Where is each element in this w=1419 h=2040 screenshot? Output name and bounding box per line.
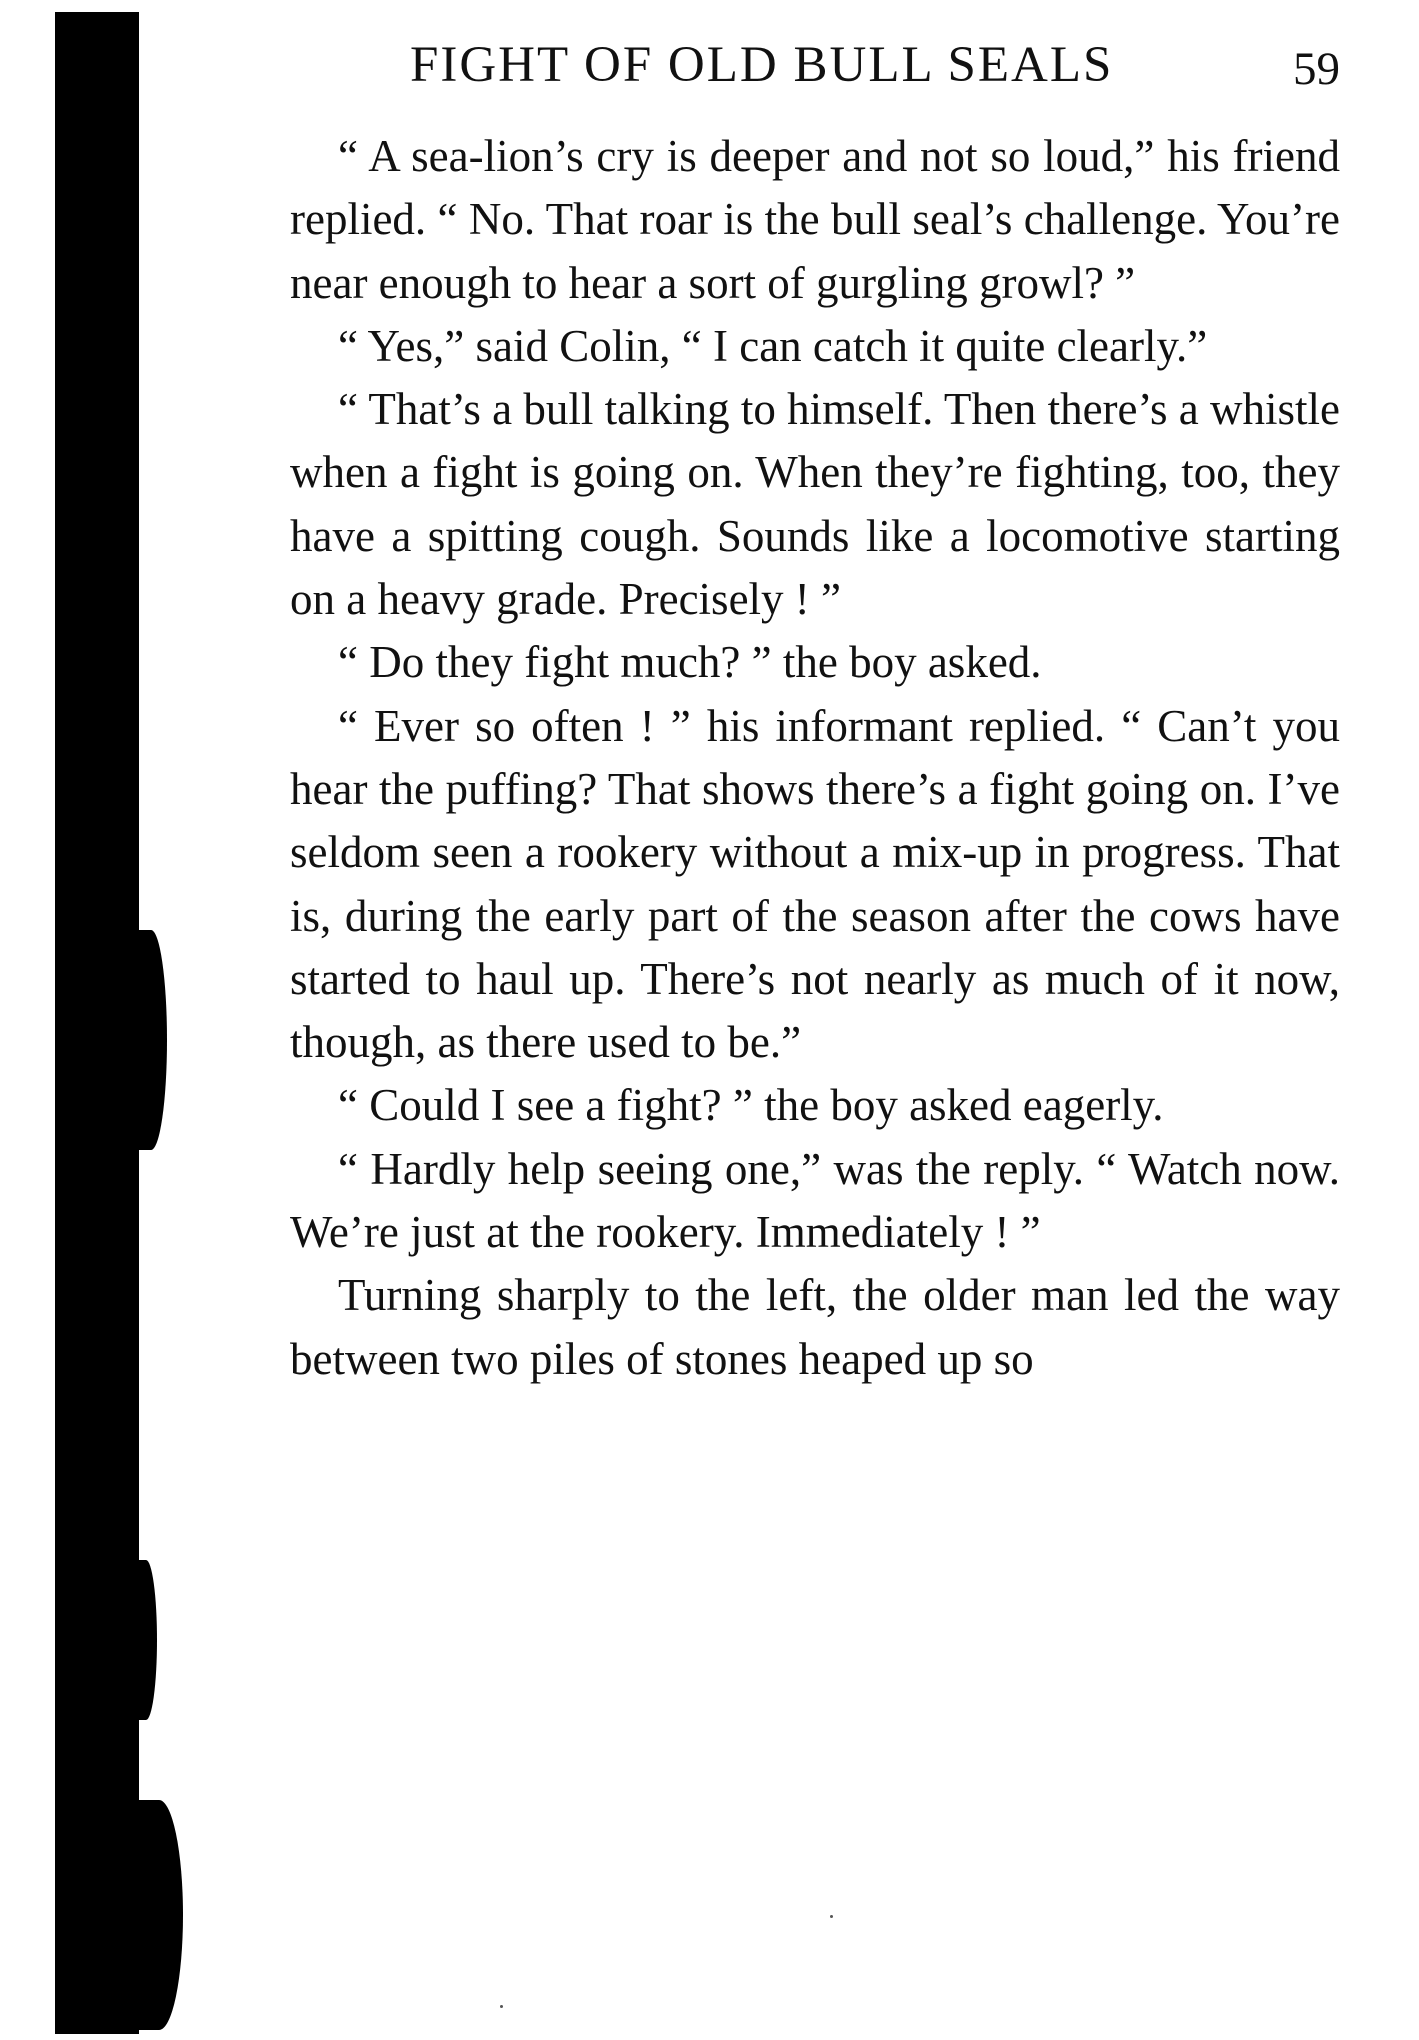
running-head: FIGHT OF OLD BULL SEALS (410, 37, 1114, 93)
binding-shadow-edge (135, 1560, 157, 1720)
paragraph: “ Ever so often ! ” his informant replied. “ Can’t you hear the puffing? That shows there’s a fight going on. I’ve seldom seen a rookery without a mix-up in progress. That is, during the early part of the season after the cows have started to haul up. There’s not nearly as much of it now, though, as there used to be.” (290, 700, 1340, 1068)
page-number: 59 (1293, 43, 1340, 95)
body-text (290, 125, 1340, 1391)
paragraph: “ A sea-lion’s cry is deeper and not so loud,” his friend replied. “ No. That roar is the bull seal’s challenge. You’re near enough to hear a sort of gurgling growl? ” (290, 131, 1340, 308)
paper-speck (830, 1915, 833, 1918)
paragraph: “ Could I see a fight? ” the boy asked eagerly. (338, 1080, 1164, 1131)
paper-speck (500, 2005, 503, 2008)
paragraph: “ Do they fight much? ” the boy asked. (338, 637, 1042, 688)
paragraph: “ That’s a bull talking to himself. Then there’s a whistle when a fight is going on. When they’re fighting, too, they have a spitting cough. Sounds like a locomotive starting on a heavy grade. Precisely ! ” (290, 384, 1340, 625)
binding-shadow-edge (135, 1800, 183, 2030)
paragraph: Turning sharply to the left, the older man led the way between two piles of stones heaped up so (290, 1270, 1340, 1384)
page-header (290, 28, 1340, 108)
binding-shadow (55, 12, 139, 2034)
paragraph: “ Yes,” said Colin, “ I can catch it quite clearly.” (338, 320, 1208, 371)
binding-shadow-edge (135, 930, 167, 1150)
paragraph: “ Hardly help seeing one,” was the reply. “ Watch now. We’re just at the rookery. Immediately ! ” (290, 1143, 1340, 1258)
